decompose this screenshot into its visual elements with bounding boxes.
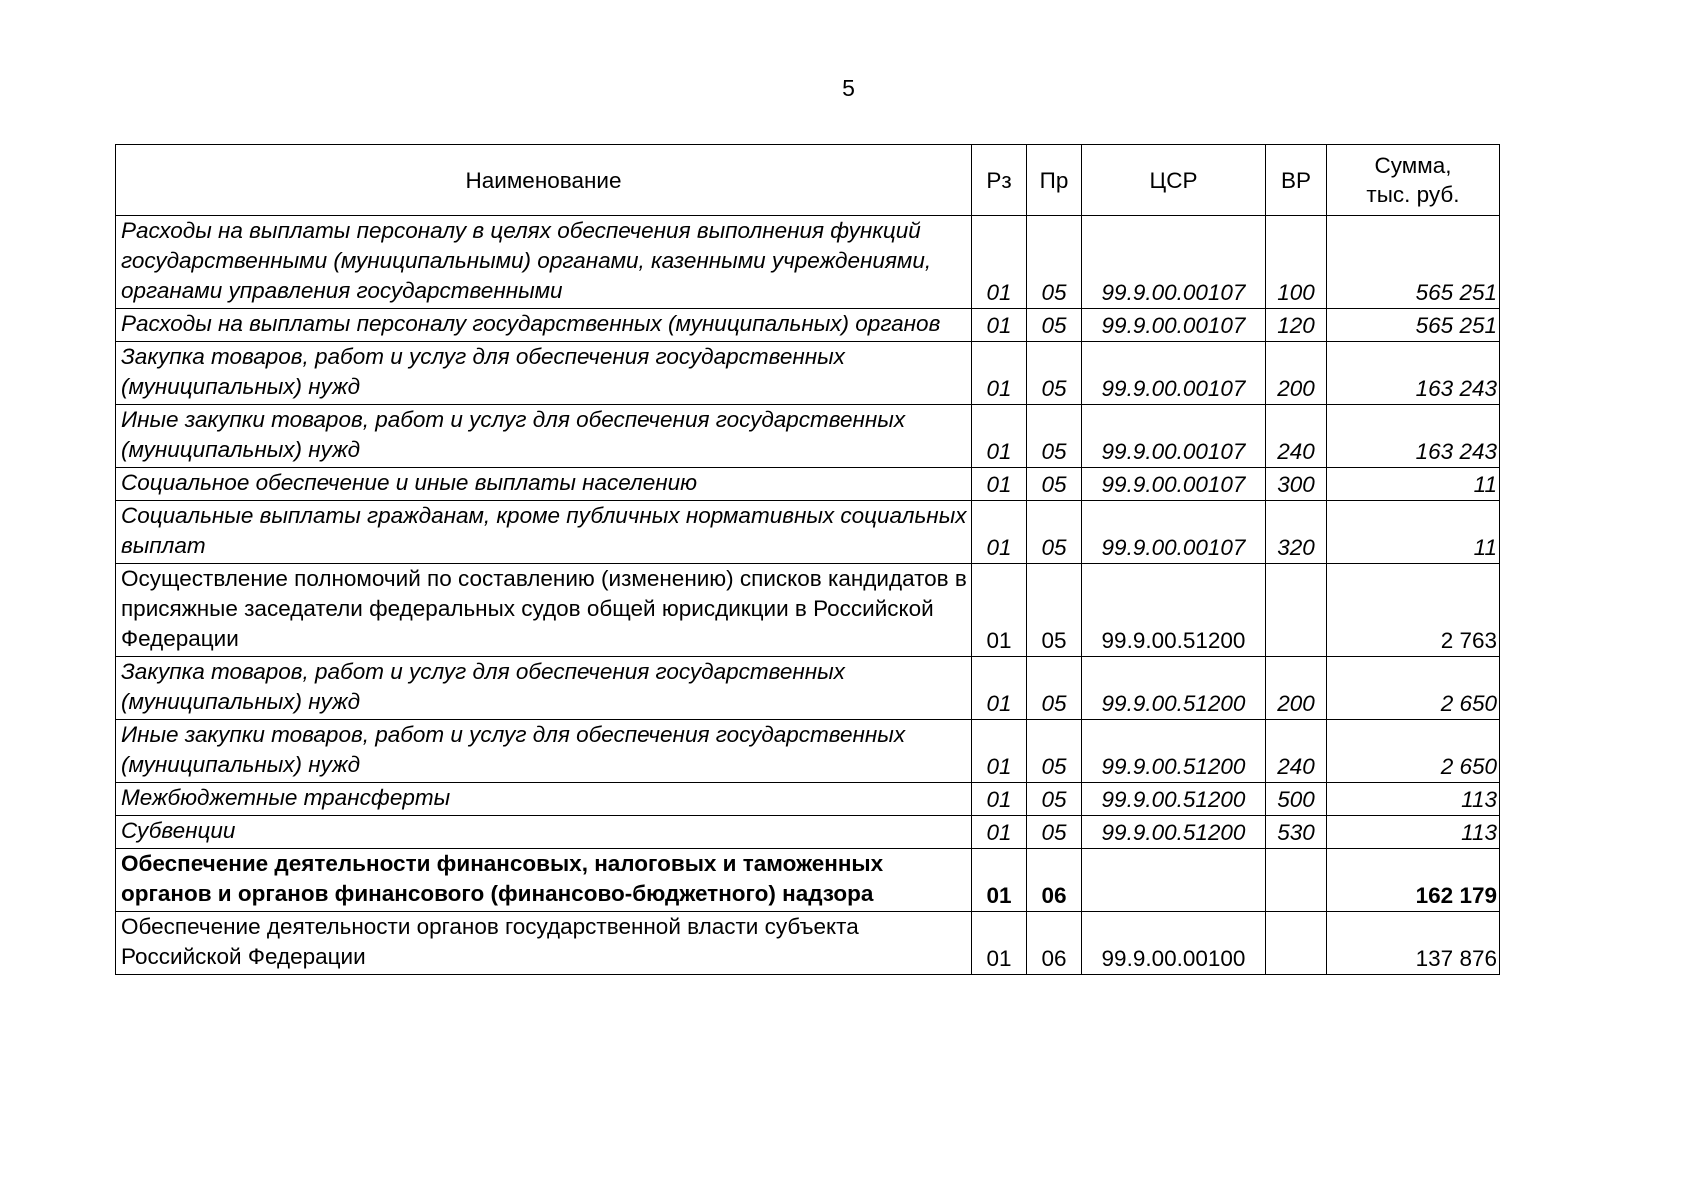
row-sum: 11 (1327, 501, 1500, 564)
table-row (116, 342, 1500, 405)
row-csr: 99.9.00.51200 (1082, 783, 1266, 816)
row-name: Расходы на выплаты персоналу государственных (муниципальных) органов (116, 309, 972, 342)
row-sum: 137 876 (1327, 912, 1500, 975)
row-pr: 05 (1027, 309, 1082, 342)
row-pr: 05 (1027, 468, 1082, 501)
row-name: Расходы на выплаты персоналу в целях обеспечения выполнения функций государственными (муниципальными) органами, казенными учреждениями, органами управления государственными (116, 216, 972, 309)
row-csr: 99.9.00.00100 (1082, 912, 1266, 975)
row-vr (1266, 564, 1327, 657)
table-row (116, 564, 1500, 657)
row-sum: 113 (1327, 783, 1500, 816)
row-vr: 300 (1266, 468, 1327, 501)
row-csr: 99.9.00.00107 (1082, 405, 1266, 468)
row-csr: 99.9.00.51200 (1082, 657, 1266, 720)
row-rz: 01 (972, 564, 1027, 657)
row-vr: 200 (1266, 342, 1327, 405)
table-row (116, 309, 1500, 342)
row-pr: 06 (1027, 849, 1082, 912)
row-pr: 05 (1027, 564, 1082, 657)
row-rz: 01 (972, 468, 1027, 501)
row-sum: 11 (1327, 468, 1500, 501)
row-csr (1082, 849, 1266, 912)
row-sum: 565 251 (1327, 216, 1500, 309)
row-rz: 01 (972, 216, 1027, 309)
row-rz: 01 (972, 783, 1027, 816)
row-sum: 163 243 (1327, 342, 1500, 405)
header-sum (1327, 145, 1500, 216)
row-vr: 120 (1266, 309, 1327, 342)
row-pr: 06 (1027, 912, 1082, 975)
row-name: Закупка товаров, работ и услуг для обеспечения государственных (муниципальных) нужд (116, 657, 972, 720)
row-name: Иные закупки товаров, работ и услуг для обеспечения государственных (муниципальных) нужд (116, 720, 972, 783)
table-row (116, 783, 1500, 816)
page-number: 5 (842, 75, 855, 101)
row-pr: 05 (1027, 720, 1082, 783)
row-vr (1266, 912, 1327, 975)
row-rz: 01 (972, 816, 1027, 849)
row-csr: 99.9.00.00107 (1082, 501, 1266, 564)
header-csr: ЦСР (1082, 145, 1266, 216)
table-row (116, 657, 1500, 720)
row-vr: 500 (1266, 783, 1327, 816)
row-sum: 2 650 (1327, 720, 1500, 783)
budget-table (115, 144, 1500, 975)
row-pr: 05 (1027, 816, 1082, 849)
row-name: Осуществление полномочий по составлению (изменению) списков кандидатов в присяжные заседатели федеральных судов общей юрисдикции в Российской Федерации (116, 564, 972, 657)
row-rz: 01 (972, 501, 1027, 564)
row-pr: 05 (1027, 501, 1082, 564)
row-rz: 01 (972, 720, 1027, 783)
row-vr: 320 (1266, 501, 1327, 564)
row-sum: 162 179 (1327, 849, 1500, 912)
row-vr: 530 (1266, 816, 1327, 849)
row-rz: 01 (972, 342, 1027, 405)
header-vr: ВР (1266, 145, 1327, 216)
row-name: Социальные выплаты гражданам, кроме публичных нормативных социальных выплат (116, 501, 972, 564)
row-csr: 99.9.00.51200 (1082, 720, 1266, 783)
row-name: Субвенции (116, 816, 972, 849)
header-rz: Рз (972, 145, 1027, 216)
header-pr: Пр (1027, 145, 1082, 216)
row-rz: 01 (972, 849, 1027, 912)
row-pr: 05 (1027, 657, 1082, 720)
row-vr: 100 (1266, 216, 1327, 309)
header-sum-line1: Сумма, (1374, 153, 1452, 178)
row-name: Обеспечение деятельности органов государственной власти субъекта Российской Федерации (116, 912, 972, 975)
row-name: Обеспечение деятельности финансовых, налоговых и таможенных органов и органов финансового (финансово-бюджетного) надзора (116, 849, 972, 912)
table-row (116, 468, 1500, 501)
table-row (116, 849, 1500, 912)
row-name: Межбюджетные трансферты (116, 783, 972, 816)
row-csr: 99.9.00.51200 (1082, 816, 1266, 849)
table-row (116, 912, 1500, 975)
row-sum: 2 650 (1327, 657, 1500, 720)
row-sum: 163 243 (1327, 405, 1500, 468)
row-csr: 99.9.00.00107 (1082, 468, 1266, 501)
row-vr: 200 (1266, 657, 1327, 720)
header-sum-line2: тыс. руб. (1366, 182, 1460, 207)
row-csr: 99.9.00.00107 (1082, 216, 1266, 309)
table-header-row (116, 145, 1500, 216)
row-sum: 113 (1327, 816, 1500, 849)
row-rz: 01 (972, 912, 1027, 975)
table-row (116, 216, 1500, 309)
table-row (116, 720, 1500, 783)
row-name: Закупка товаров, работ и услуг для обеспечения государственных (муниципальных) нужд (116, 342, 972, 405)
row-csr: 99.9.00.00107 (1082, 342, 1266, 405)
row-csr: 99.9.00.51200 (1082, 564, 1266, 657)
table-row (116, 816, 1500, 849)
row-name: Социальное обеспечение и иные выплаты населению (116, 468, 972, 501)
row-pr: 05 (1027, 342, 1082, 405)
row-sum: 2 763 (1327, 564, 1500, 657)
row-rz: 01 (972, 309, 1027, 342)
row-name: Иные закупки товаров, работ и услуг для обеспечения государственных (муниципальных) нужд (116, 405, 972, 468)
row-rz: 01 (972, 405, 1027, 468)
table-row (116, 501, 1500, 564)
header-name: Наименование (116, 145, 972, 216)
row-csr: 99.9.00.00107 (1082, 309, 1266, 342)
row-vr: 240 (1266, 720, 1327, 783)
table-row (116, 405, 1500, 468)
row-pr: 05 (1027, 216, 1082, 309)
row-rz: 01 (972, 657, 1027, 720)
row-pr: 05 (1027, 783, 1082, 816)
row-sum: 565 251 (1327, 309, 1500, 342)
row-vr: 240 (1266, 405, 1327, 468)
row-vr (1266, 849, 1327, 912)
row-pr: 05 (1027, 405, 1082, 468)
